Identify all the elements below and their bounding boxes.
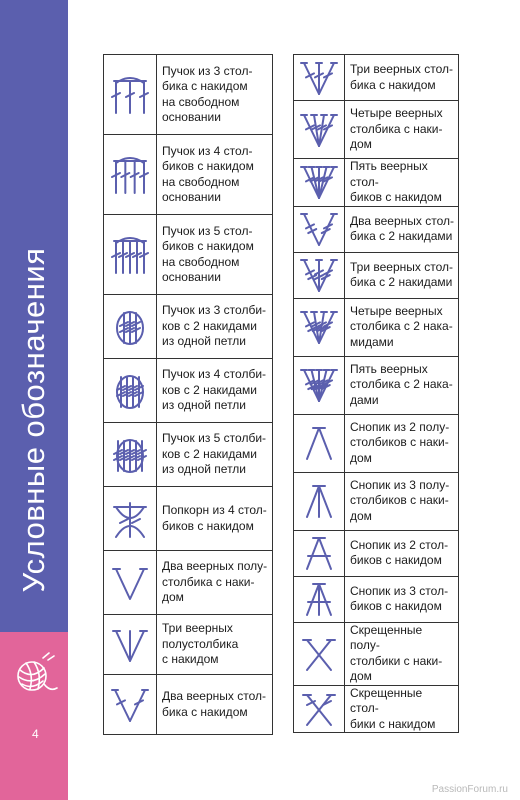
description-line: биков с накидом xyxy=(350,553,442,567)
popcorn-icon xyxy=(104,499,156,539)
description-line: из одной петли xyxy=(162,462,246,477)
fan3-tr-icon xyxy=(294,255,344,295)
v2-dc-icon xyxy=(104,685,156,725)
symbol-cell xyxy=(294,298,345,356)
description-line: ков с 2 накидами xyxy=(162,318,257,333)
legend-row xyxy=(104,675,273,735)
symbol-cell xyxy=(294,472,345,530)
description-cell xyxy=(345,472,459,530)
sheaf3-dc-icon xyxy=(294,579,344,619)
description-line: мидами xyxy=(350,334,394,349)
symbol-cell xyxy=(104,215,157,295)
description-line: из одной петли xyxy=(162,398,246,413)
description-cell xyxy=(157,215,273,295)
description-line: Снопик из 3 стол- xyxy=(350,583,449,598)
description-line: Три веерных стол- xyxy=(350,62,453,76)
description-line: биков с накидом xyxy=(162,159,254,173)
description-line: Снопик из 3 полу- xyxy=(350,477,450,492)
legend-row xyxy=(294,252,459,298)
legend-row xyxy=(104,295,273,359)
description-line: Пучок из 3 стол- xyxy=(162,63,253,78)
crossed-hdc-icon xyxy=(294,634,344,674)
v2-half-icon xyxy=(104,563,156,603)
description-cell xyxy=(345,622,459,685)
legend-row xyxy=(104,551,273,615)
description-line: биков с накидом xyxy=(162,518,254,533)
description-line: биков с накидом xyxy=(162,239,254,253)
symbol-cell xyxy=(294,252,345,298)
description-line: основании xyxy=(162,270,221,284)
description-cell xyxy=(345,414,459,472)
description-line: бика с накидом xyxy=(162,704,248,719)
symbol-cell xyxy=(104,359,157,423)
description-cell xyxy=(345,159,459,207)
symbol-cell xyxy=(294,576,345,622)
description-cell xyxy=(345,576,459,622)
description-line: дами xyxy=(350,392,379,407)
description-line: бика с накидом xyxy=(162,79,248,93)
symbol-cell xyxy=(104,487,157,551)
fan2-tr-icon xyxy=(294,209,344,249)
puff5-icon xyxy=(104,435,156,475)
symbol-cell xyxy=(104,551,157,615)
symbol-cell xyxy=(294,55,345,101)
description-line: Три веерных стол- xyxy=(350,259,453,274)
symbol-cell xyxy=(104,675,157,735)
description-cell xyxy=(345,55,459,101)
description-cell xyxy=(157,135,273,215)
description-line: столбика с наки- xyxy=(162,574,255,589)
legend-row xyxy=(294,685,459,733)
description-line: Попкорн из 4 стол- xyxy=(162,503,267,517)
description-line: полустолбика xyxy=(162,636,239,651)
description-line: Пять веерных стол- xyxy=(350,159,428,189)
description-line: дом xyxy=(162,590,184,605)
description-cell xyxy=(345,356,459,414)
description-line: Пучок из 5 столби- xyxy=(162,431,267,446)
description-cell xyxy=(345,206,459,252)
description-line: столбиков с наки- xyxy=(350,493,449,508)
description-line: бика с 2 накидами xyxy=(350,229,453,243)
legend-row xyxy=(294,622,459,685)
description-line: основании xyxy=(162,110,221,124)
legend-row xyxy=(294,576,459,622)
yarn-ball-icon xyxy=(10,650,60,700)
description-line: на свободном xyxy=(162,94,240,109)
description-cell xyxy=(157,675,273,735)
watermark: PassionForum.ru xyxy=(431,784,508,795)
legend-row xyxy=(104,135,273,215)
sheaf2-hdc-icon xyxy=(294,423,344,463)
description-cell xyxy=(345,298,459,356)
description-cell xyxy=(157,295,273,359)
description-line: Четыре веерных xyxy=(350,106,443,121)
cluster4-icon xyxy=(104,155,156,195)
fan5-icon xyxy=(294,162,344,202)
legend-row xyxy=(104,215,273,295)
description-line: с накидом xyxy=(162,652,219,667)
description-line: бики с накидом xyxy=(350,716,436,731)
legend-row xyxy=(294,206,459,252)
legend-row xyxy=(104,615,273,675)
symbol-cell xyxy=(294,622,345,685)
description-line: биков с накидом xyxy=(350,190,442,204)
sheaf3-hdc-icon xyxy=(294,481,344,521)
legend-row xyxy=(294,414,459,472)
description-line: дом xyxy=(350,450,372,465)
description-line: дом xyxy=(350,508,372,523)
description-line: дом xyxy=(350,137,372,152)
puff3-icon xyxy=(104,307,156,347)
description-cell xyxy=(157,551,273,615)
description-cell xyxy=(157,423,273,487)
description-line: из одной петли xyxy=(162,334,246,349)
legend-row xyxy=(104,55,273,135)
description-line: Снопик из 2 полу- xyxy=(350,419,450,434)
description-line: Скрещенные стол- xyxy=(350,685,423,715)
fan4-icon xyxy=(294,110,344,150)
description-line: бика с накидом xyxy=(350,77,436,92)
legend-row xyxy=(294,159,459,207)
description-line: столбики с наки- xyxy=(350,653,443,668)
symbol-cell xyxy=(104,135,157,215)
description-line: биков с накидом xyxy=(350,599,442,613)
sheaf2-dc-icon xyxy=(294,533,344,573)
page-number: 4 xyxy=(32,727,39,741)
description-cell xyxy=(157,359,273,423)
description-line: бика с 2 накидами xyxy=(350,275,453,289)
description-line: Пучок из 3 столби- xyxy=(162,303,267,318)
sidebar xyxy=(0,0,68,800)
legend-row xyxy=(294,472,459,530)
description-line: ков с 2 накидами xyxy=(162,446,257,461)
v3-half-icon xyxy=(104,625,156,665)
description-line: Два веерных полу- xyxy=(162,559,268,574)
symbol-cell xyxy=(294,530,345,576)
legend-table-left xyxy=(103,54,273,735)
fan3-icon xyxy=(294,58,344,98)
symbol-cell xyxy=(104,55,157,135)
legend-row xyxy=(294,298,459,356)
description-line: Четыре веерных xyxy=(350,303,443,318)
crossed-dc-icon xyxy=(294,689,344,729)
description-line: Два веерных стол- xyxy=(350,213,454,228)
legend-row xyxy=(104,423,273,487)
fan4-tr-icon xyxy=(294,307,344,347)
symbol-cell xyxy=(294,159,345,207)
cluster5-icon xyxy=(104,235,156,275)
description-line: Пучок из 4 стол- xyxy=(162,143,253,158)
symbol-cell xyxy=(294,101,345,159)
cluster3-icon xyxy=(104,75,156,115)
section-title: Условные обозначения xyxy=(16,247,51,593)
description-line: на свободном xyxy=(162,174,240,189)
description-line: на свободном xyxy=(162,254,240,269)
symbol-cell xyxy=(104,295,157,359)
legend-row xyxy=(294,55,459,101)
description-line: столбиков с наки- xyxy=(350,435,449,450)
description-cell xyxy=(345,685,459,733)
symbol-cell xyxy=(294,685,345,733)
description-line: Пучок из 4 столби- xyxy=(162,367,267,382)
legend-row xyxy=(294,101,459,159)
legend-row xyxy=(294,530,459,576)
description-cell xyxy=(157,55,273,135)
fan5-tr-icon xyxy=(294,365,344,405)
description-cell xyxy=(345,101,459,159)
description-line: столбика с 2 нака- xyxy=(350,319,453,334)
description-line: Два веерных стол- xyxy=(162,689,266,703)
legend-row xyxy=(104,487,273,551)
description-line: столбика с наки- xyxy=(350,121,443,136)
description-line: Пять веерных xyxy=(350,361,428,376)
description-line: дом xyxy=(350,669,372,683)
description-cell xyxy=(157,487,273,551)
legend-row xyxy=(104,359,273,423)
description-line: Пучок из 5 стол- xyxy=(162,223,253,238)
legend-row xyxy=(294,356,459,414)
description-cell xyxy=(345,252,459,298)
description-line: ков с 2 накидами xyxy=(162,382,257,397)
description-line: Снопик из 2 стол- xyxy=(350,537,449,552)
symbol-cell xyxy=(104,615,157,675)
description-line: Три веерных xyxy=(162,621,233,636)
description-cell xyxy=(345,530,459,576)
symbol-cell xyxy=(294,206,345,252)
description-line: основании xyxy=(162,190,221,204)
puff4-icon xyxy=(104,371,156,411)
symbol-cell xyxy=(104,423,157,487)
legend-table-right xyxy=(293,54,459,733)
symbol-cell xyxy=(294,414,345,472)
description-cell xyxy=(157,615,273,675)
description-line: столбика с 2 нака- xyxy=(350,377,453,392)
symbol-cell xyxy=(294,356,345,414)
description-line: Скрещенные полу- xyxy=(350,622,423,652)
